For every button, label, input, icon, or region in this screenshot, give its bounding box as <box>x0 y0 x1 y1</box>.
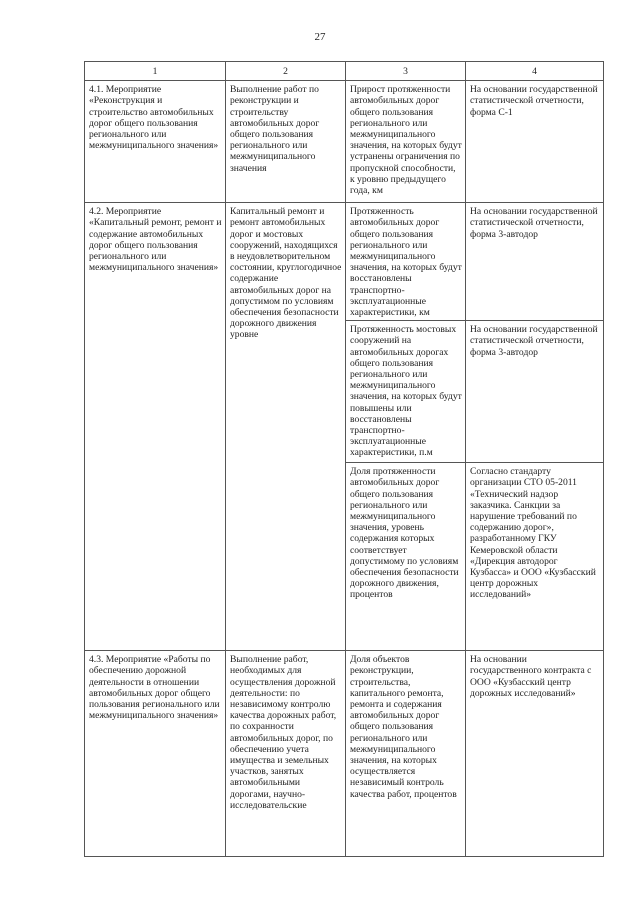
source-cell: На основании государственной статистической отчетности, форма 3-автодор <box>466 203 604 321</box>
activity-cell: 4.2. Мероприятие «Капитальный ремонт, ремонт и содержание автомобильных дорог общего пользования регионального или межмуниципального значения» <box>85 203 226 651</box>
description-cell: Выполнение работ по реконструкции и строительству автомобильных дорог общего пользования регионального или межмуниципального значения <box>226 81 346 203</box>
indicator-cell: Протяженность мостовых сооружений на автомобильных дорогах общего пользования регионального или межмуниципального значения, на которых будут повышены или восстановлены транспортно-эксплуатационные характеристики, п.м <box>346 321 466 463</box>
indicator-cell: Доля протяженности автомобильных дорог общего пользования регионального или межмуниципального значения, уровень содержания которых соответствует допустимому по условиям обеспечения безопасности дорожного движения, процентов <box>346 463 466 651</box>
indicators-table <box>84 61 604 857</box>
source-cell: На основании государственной статистической отчетности, форма 3-автодор <box>466 321 604 463</box>
column-header: 4 <box>466 62 604 81</box>
source-cell: На основании государственного контракта с ООО «Кузбасский центр дорожных исследований» <box>466 651 604 857</box>
description-cell: Капитальный ремонт и ремонт автомобильных дорог и мостовых сооружений, находящихся в неудовлетворительном состоянии, круглогодичное содержание автомобильных дорог на допустимом по условиям обеспечения безопасности дорожного движения уровне <box>226 203 346 651</box>
column-header: 1 <box>85 62 226 81</box>
source-cell: Согласно стандарту организации СТО 05-2011 «Технический надзор заказчика. Санкции за нарушение требований по содержанию дорог», разработанному ГКУ Кемеровской области «Дирекция автодорог Кузбасса» и ООО «Кузбасский центр дорожных исследований» <box>466 463 604 651</box>
source-cell: На основании государственной статистической отчетности, форма С-1 <box>466 81 604 203</box>
table-row <box>85 651 604 857</box>
activity-cell: 4.1. Мероприятие «Реконструкция и строительство автомобильных дорог общего пользования регионального или межмуниципального значения» <box>85 81 226 203</box>
column-header: 3 <box>346 62 466 81</box>
activity-cell: 4.3. Мероприятие «Работы по обеспечению дорожной деятельности в отношении автомобильных дорог общего пользования регионального или межмуниципального значения» <box>85 651 226 857</box>
table-row <box>85 81 604 203</box>
table-row <box>85 203 604 321</box>
indicator-cell: Прирост протяженности автомобильных дорог общего пользования регионального или межмуниципального значения, на которых будут устранены ограничения по пропускной способности, к уровню предыдущего года, км <box>346 81 466 203</box>
table-header-row <box>85 62 604 81</box>
column-header: 2 <box>226 62 346 81</box>
indicator-cell: Доля объектов реконструкции, строительства, капитального ремонта, ремонта и содержания автомобильных дорог общего пользования регионального или межмуниципального значения, на которых осуществляется независимый контроль качества работ, процентов <box>346 651 466 857</box>
indicator-cell: Протяженность автомобильных дорог общего пользования регионального или межмуниципального значения, на которых будут восстановлены транспортно-эксплуатационные характеристики, км <box>346 203 466 321</box>
description-cell: Выполнение работ, необходимых для осуществления дорожной деятельности: по независимому контролю качества дорожных работ, по сохранности автомобильных дорог, по обеспечению учета имущества и земельных участков, занятых автомобильными дорогами, научно-исследовательские <box>226 651 346 857</box>
page-number: 27 <box>314 31 326 43</box>
